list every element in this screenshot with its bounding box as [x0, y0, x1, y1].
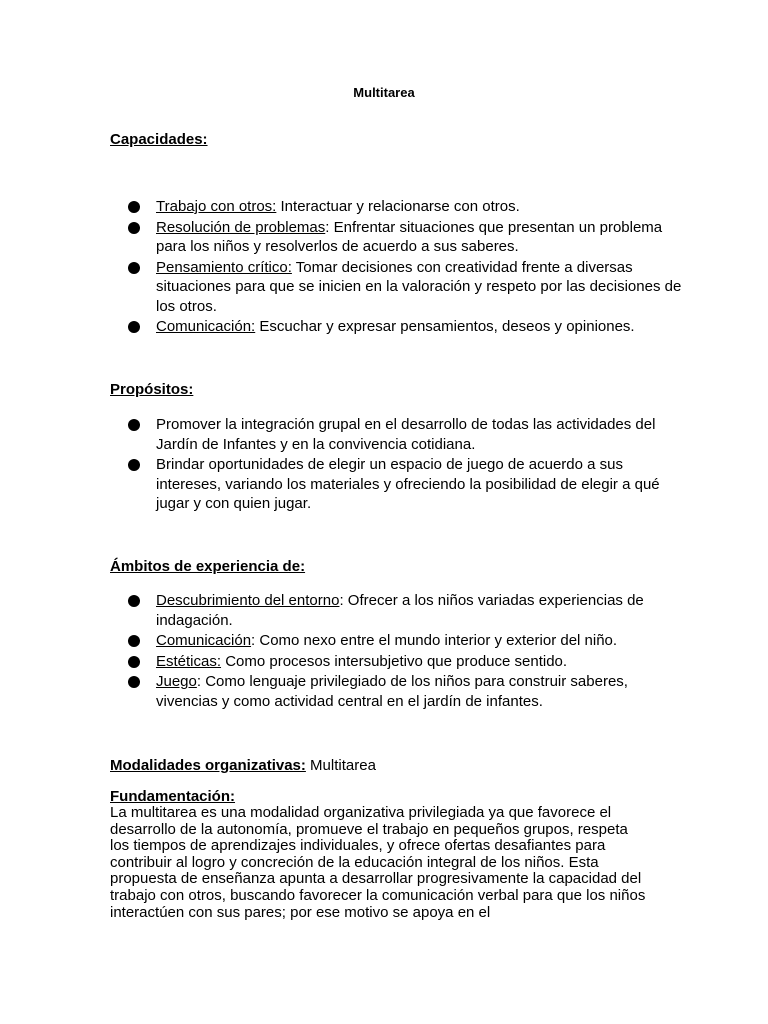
- bullet-icon: [128, 595, 140, 607]
- list-item: [128, 652, 688, 672]
- item-text: : Como nexo entre el mundo interior y exterior del niño.: [251, 632, 618, 649]
- item-text: : Enfrentar situaciones que presentan un problema para los niños y resolverlos de acuerdo a sus saberes.: [156, 218, 663, 255]
- item-text: Escuchar y expresar pensamientos, deseos y opiniones.: [255, 318, 635, 335]
- bullet-icon: [128, 419, 140, 431]
- item-term: Descubrimiento del entorno: [156, 592, 340, 609]
- propositos-heading: Propósitos:: [110, 381, 194, 398]
- modalidades-value: Multitarea: [305, 757, 376, 774]
- item-text: Interactuar y relacionarse con otros.: [276, 198, 520, 215]
- item-term: Estéticas:: [156, 652, 222, 670]
- bullet-icon: [128, 676, 140, 688]
- item-term: Pensamiento crítico:: [156, 258, 292, 276]
- item-text: Brindar oportunidades de elegir un espacio de juego de acuerdo a sus intereses, variando los materiales y ofreciendo la posibilidad de elegir a qué jugar y con quien jugar.: [156, 456, 660, 512]
- item-term: Juego: [156, 673, 197, 690]
- list-item: [128, 415, 688, 454]
- bullet-icon: [128, 656, 140, 668]
- list-item: [128, 455, 688, 514]
- propositos-list: [128, 415, 688, 515]
- list-item: [128, 317, 688, 337]
- list-item: [128, 672, 688, 711]
- modalidades-heading: Modalidades organizativas:: [110, 757, 306, 774]
- bullet-icon: [128, 222, 140, 234]
- bullet-icon: [128, 321, 140, 333]
- item-term: Trabajo con otros:: [156, 198, 277, 215]
- item-text: : Como lenguaje privilegiado de los niños para construir saberes, vivencias y como actividad central en el jardín de infantes.: [156, 673, 628, 710]
- list-item: [128, 197, 688, 217]
- item-term: Resolución de problemas: [156, 218, 326, 236]
- capacidades-list: [128, 197, 688, 338]
- ambitos-heading: Ámbitos de experiencia de:: [110, 558, 306, 575]
- list-item: [128, 218, 688, 257]
- fundamentacion-heading: Fundamentación:: [110, 788, 236, 805]
- bullet-icon: [128, 201, 140, 213]
- item-text: Como procesos intersubjetivo que produce sentido.: [221, 652, 568, 670]
- list-item: [128, 631, 688, 651]
- bullet-icon: [128, 262, 140, 274]
- item-text: : Ofrecer a los niños variadas experiencias de indagación.: [156, 592, 644, 629]
- list-item: [128, 258, 688, 317]
- item-text: Promover la integración grupal en el desarrollo de todas las actividades del Jardín de Infantes y en la convivencia cotidiana.: [156, 416, 656, 453]
- bullet-icon: [128, 635, 140, 647]
- modalidades-line: [110, 757, 376, 774]
- item-term: Comunicación: [156, 632, 252, 649]
- document-title: Multitarea: [353, 85, 415, 100]
- bullet-icon: [128, 459, 140, 471]
- ambitos-list: [128, 591, 688, 712]
- capacidades-heading: Capacidades:: [110, 131, 208, 148]
- list-item: [128, 591, 688, 630]
- item-text: Tomar decisiones con creatividad frente a diversas situaciones para que se inicien en la valoración y respeto por las decisiones de los otros.: [156, 258, 682, 315]
- fundamentacion-paragraph: La multitarea es una modalidad organizativa privilegiada ya que favorece el desarrollo de la autonomía, promueve el trabajo en pequeños grupos, respeta los tiempos de aprendizajes individuales, y ofrece ofertas desafiantes para contribuir al logro y concreción de la educación integral de los niños. Esta propuesta de enseñanza apunta a desarrollar progresivamente la capacidad del trabajo con otros, buscando favorecer la comunicación verbal para que los niños interactúen con sus pares; por ese motivo se apoya en el: [110, 804, 646, 921]
- item-term: Comunicación:: [156, 318, 256, 335]
